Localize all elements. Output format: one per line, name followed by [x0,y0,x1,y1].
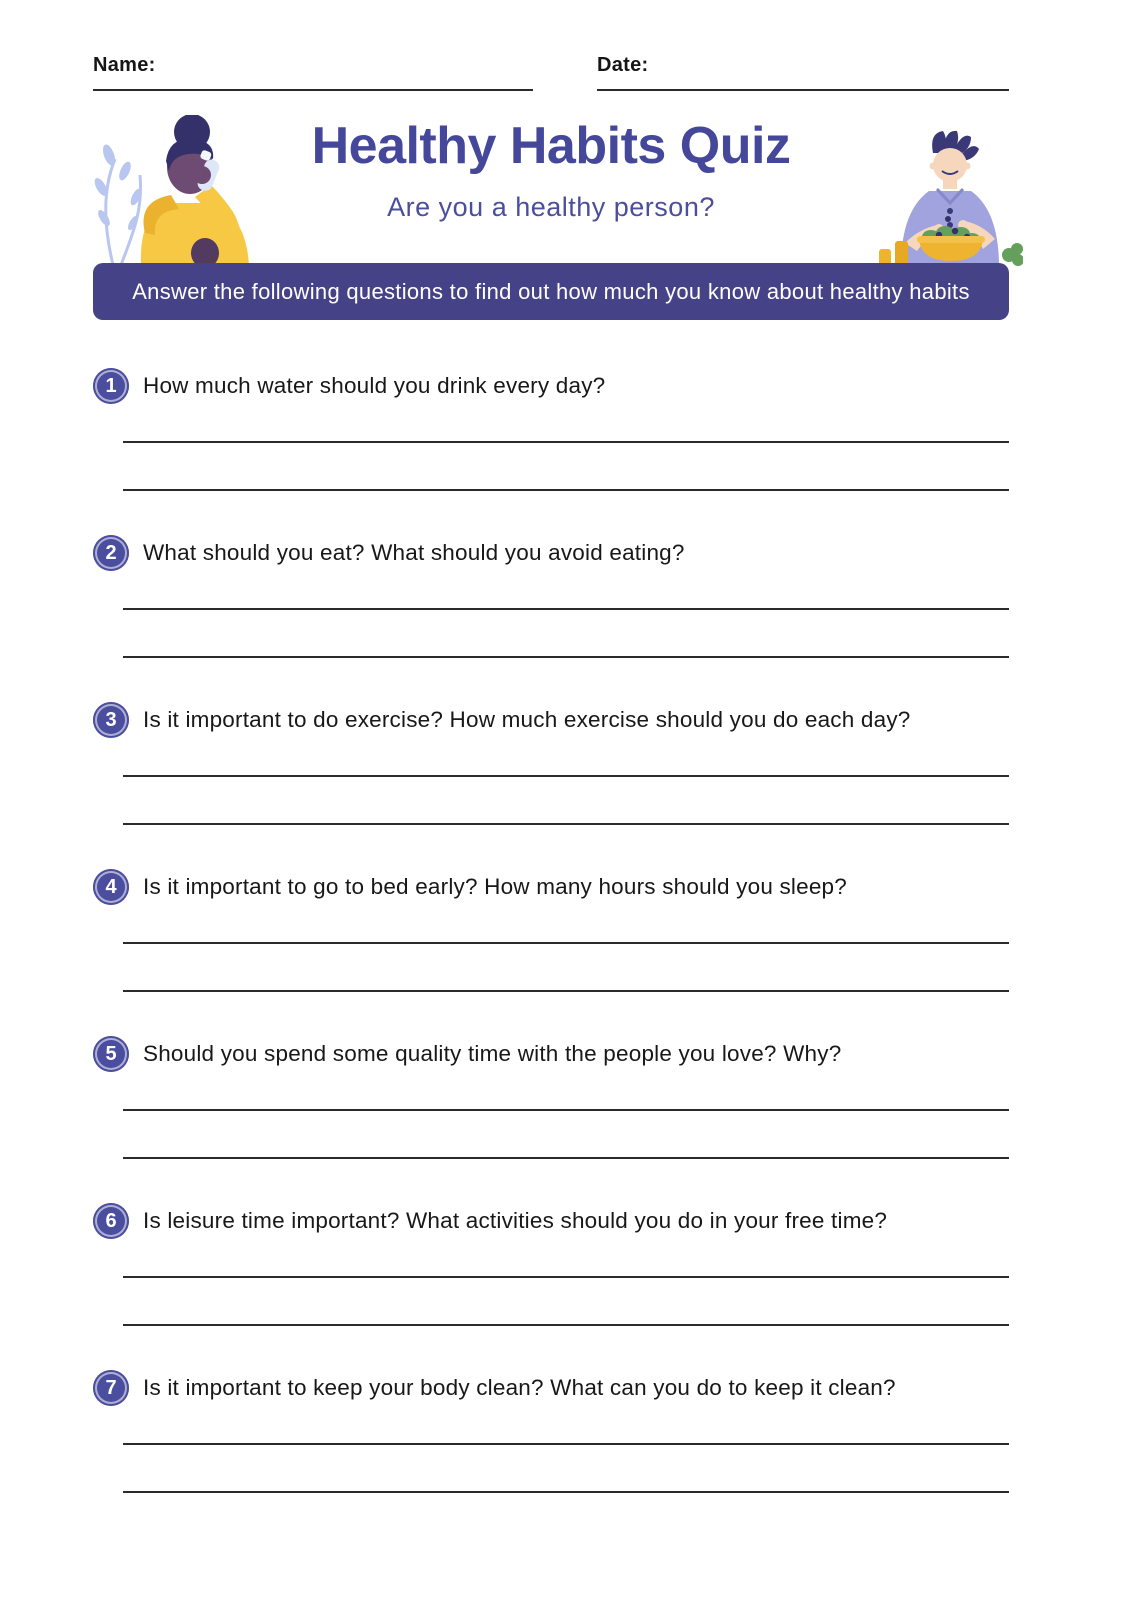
answer-line[interactable] [123,1324,1009,1326]
question-number-badge: 2 [93,535,129,571]
answer-line[interactable] [123,942,1009,944]
answer-line[interactable] [123,489,1009,491]
answer-line[interactable] [123,1157,1009,1159]
answer-line[interactable] [123,608,1009,610]
date-field [597,54,1009,91]
date-write-line[interactable] [597,89,1009,91]
name-field [93,54,533,91]
question-text: Should you spend some quality time with the people you love? Why? [143,1041,842,1066]
page-title: Healthy Habits Quiz [311,117,791,175]
question-text: How much water should you drink every day? [143,373,606,398]
question-text: Is it important to go to bed early? How many hours should you sleep? [143,874,847,899]
question-row [93,1036,1009,1072]
question-text: What should you eat? What should you avoid eating? [143,540,685,565]
question-1 [93,368,1009,491]
answer-line[interactable] [123,441,1009,443]
man-making-salad-illustration [871,127,1023,267]
question-5 [93,1036,1009,1159]
question-list [93,368,1009,1493]
question-row [93,702,1009,738]
question-text: Is it important to keep your body clean? What can you do to keep it clean? [143,1375,896,1400]
date-label: Date: [597,54,649,76]
question-4 [93,869,1009,992]
header [93,113,1009,263]
question-number-badge: 1 [93,368,129,404]
answer-line[interactable] [123,990,1009,992]
question-number-badge: 5 [93,1036,129,1072]
question-6 [93,1203,1009,1326]
woman-drinking-water-illustration [89,115,267,267]
answer-line[interactable] [123,1109,1009,1111]
answer-line[interactable] [123,775,1009,777]
name-label: Name: [93,54,156,76]
question-text: Is it important to do exercise? How much exercise should you do each day? [143,707,911,732]
answer-line[interactable] [123,1491,1009,1493]
instruction-banner [93,263,1009,320]
question-number-badge: 6 [93,1203,129,1239]
question-row [93,535,1009,571]
name-write-line[interactable] [93,89,533,91]
question-row [93,1370,1009,1406]
question-number-badge: 3 [93,702,129,738]
question-7 [93,1370,1009,1493]
question-row [93,869,1009,905]
answer-line[interactable] [123,823,1009,825]
question-row [93,368,1009,404]
answer-line[interactable] [123,656,1009,658]
question-3 [93,702,1009,825]
answer-line[interactable] [123,1443,1009,1445]
question-row [93,1203,1009,1239]
name-date-row [93,54,1009,91]
answer-line[interactable] [123,1276,1009,1278]
page-subtitle: Are you a healthy person? [387,191,715,222]
question-number-badge: 4 [93,869,129,905]
question-text: Is leisure time important? What activities should you do in your free time? [143,1208,888,1233]
plant-illustration [92,143,143,265]
question-2 [93,535,1009,658]
instruction-text: Answer the following questions to find out how much you know about healthy habits [132,278,970,304]
question-number-badge: 7 [93,1370,129,1406]
